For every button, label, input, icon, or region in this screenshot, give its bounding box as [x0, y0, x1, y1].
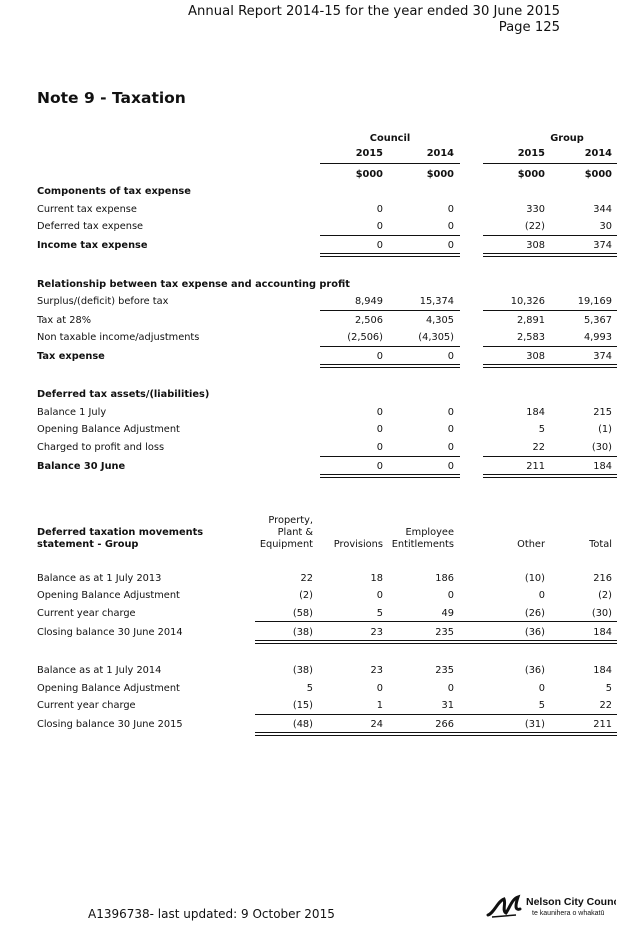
row-label: Deferred tax expense	[37, 221, 144, 232]
total-value: 308	[526, 351, 545, 362]
row-value: 0	[376, 424, 383, 435]
row-value: 184	[526, 407, 545, 418]
total-value: 266	[435, 719, 454, 730]
row-value: 4,305	[425, 315, 454, 326]
row-value: (4,305)	[418, 332, 454, 343]
row-value: 0	[376, 590, 383, 601]
row-label: Surplus/(deficit) before tax	[37, 296, 169, 307]
total-value: 211	[526, 461, 545, 472]
row-value: 0	[376, 407, 383, 418]
row-value: 344	[593, 204, 612, 215]
row-value: 8,949	[354, 296, 383, 307]
total-double-rule	[255, 732, 617, 736]
total-value: 308	[526, 240, 545, 251]
row-value: 215	[593, 407, 612, 418]
row-value: 330	[526, 204, 545, 215]
subtotal-rule	[483, 346, 617, 347]
subtotal-rule	[483, 235, 617, 236]
row-rule	[320, 310, 460, 311]
total-double-rule	[483, 364, 617, 368]
row-value: (30)	[591, 608, 612, 619]
row-value: 0	[447, 424, 454, 435]
row-value: 30	[599, 221, 612, 232]
row-label: Current year charge	[37, 608, 136, 619]
row-label: Balance 1 July	[37, 407, 107, 418]
total-value: (48)	[292, 719, 313, 730]
subtotal-rule	[320, 456, 460, 457]
row-label: Tax at 28%	[37, 315, 92, 326]
row-value: 0	[538, 683, 545, 694]
row-value: (15)	[292, 700, 313, 711]
total-value: 235	[435, 627, 454, 638]
year-header: 2015	[355, 148, 383, 159]
footer-last-updated: A1396738- last updated: 9 October 2015	[88, 907, 335, 921]
row-value: 0	[376, 221, 383, 232]
nelson-city-council-logo	[486, 893, 616, 919]
row-value: 235	[435, 665, 454, 676]
total-value: 0	[447, 240, 454, 251]
row-value: 15,374	[419, 296, 454, 307]
row-value: 0	[376, 683, 383, 694]
row-value: (36)	[524, 665, 545, 676]
header-rule	[483, 163, 617, 164]
council-group-header: Council	[369, 133, 411, 144]
row-value: 49	[441, 608, 454, 619]
row-value: 22	[300, 573, 313, 584]
total-value: (38)	[292, 627, 313, 638]
total-label: Income tax expense	[37, 240, 148, 251]
row-value: 5	[538, 424, 545, 435]
total-label: Tax expense	[37, 351, 105, 362]
section-heading: Deferred tax assets/(liabilities)	[37, 389, 210, 400]
row-label: Non taxable income/adjustments	[37, 332, 200, 343]
row-value: 2,506	[354, 315, 383, 326]
column-header-provisions: Provisions	[333, 539, 383, 550]
total-value: 0	[447, 351, 454, 362]
row-label: Charged to profit and loss	[37, 442, 165, 453]
total-label: Balance 30 June	[37, 461, 126, 472]
unit-header: $000	[517, 169, 545, 180]
total-value: (31)	[524, 719, 545, 730]
row-value: 0	[376, 442, 383, 453]
row-value: (38)	[292, 665, 313, 676]
row-value: 2,891	[516, 315, 545, 326]
column-header-ppe: Equipment	[259, 539, 313, 550]
subtotal-rule	[320, 235, 460, 236]
column-header-total: Total	[589, 539, 612, 550]
row-value: 31	[441, 700, 454, 711]
row-value: 0	[447, 221, 454, 232]
row-label: Balance as at 1 July 2014	[37, 665, 162, 676]
subtotal-rule	[320, 346, 460, 347]
row-value: 0	[376, 204, 383, 215]
total-value: 23	[370, 627, 383, 638]
row-value: (10)	[524, 573, 545, 584]
table2-title: statement - Group	[37, 539, 139, 550]
row-value: 1	[376, 700, 383, 711]
group-group-header: Group	[550, 133, 584, 144]
unit-header: $000	[355, 169, 383, 180]
row-label: Opening Balance Adjustment	[37, 424, 180, 435]
year-header: 2014	[426, 148, 454, 159]
row-value: 22	[599, 700, 612, 711]
row-value: 18	[370, 573, 383, 584]
row-value: 4,993	[583, 332, 612, 343]
column-header-employee: Entitlements	[391, 539, 454, 550]
row-value: 0	[538, 590, 545, 601]
section-heading: Relationship between tax expense and accounting profit	[37, 279, 350, 290]
report-header-title: Annual Report 2014-15 for the year ended 30 June 2015	[188, 4, 560, 19]
header-rule	[320, 163, 460, 164]
row-value: (30)	[591, 442, 612, 453]
table2-title: Deferred taxation movements	[37, 527, 204, 538]
total-value: 0	[376, 461, 383, 472]
row-label: Opening Balance Adjustment	[37, 683, 180, 694]
row-value: (26)	[524, 608, 545, 619]
column-header-employee: Employee	[405, 527, 454, 538]
unit-header: $000	[584, 169, 612, 180]
total-double-rule	[483, 253, 617, 257]
note-title: Note 9 - Taxation	[37, 89, 186, 107]
row-value: 23	[370, 665, 383, 676]
column-header-ppe: Property,	[268, 515, 313, 526]
page-number: Page 125	[498, 20, 560, 35]
row-label: Opening Balance Adjustment	[37, 590, 180, 601]
row-value: 0	[447, 442, 454, 453]
row-value: 19,169	[577, 296, 612, 307]
row-value: 5,367	[583, 315, 612, 326]
row-value: 0	[447, 590, 454, 601]
total-value: 184	[593, 461, 612, 472]
total-value: 374	[593, 351, 612, 362]
row-value: 184	[593, 665, 612, 676]
row-value: (2)	[598, 590, 612, 601]
row-value: 5	[605, 683, 612, 694]
subtotal-rule	[483, 456, 617, 457]
subtotal-rule	[255, 714, 617, 715]
row-value: 10,326	[510, 296, 545, 307]
row-value: (22)	[524, 221, 545, 232]
row-value: 5	[306, 683, 313, 694]
row-label: Current tax expense	[37, 204, 137, 215]
row-value: 5	[376, 608, 383, 619]
total-value: 0	[376, 240, 383, 251]
row-value: (58)	[292, 608, 313, 619]
total-double-rule	[320, 253, 460, 257]
row-value: 2,583	[516, 332, 545, 343]
year-header: 2014	[584, 148, 612, 159]
row-value: (2,506)	[347, 332, 383, 343]
section-heading: Components of tax expense	[37, 186, 191, 197]
row-value: (2)	[299, 590, 313, 601]
row-value: 216	[593, 573, 612, 584]
total-value: 0	[376, 351, 383, 362]
row-label: Current year charge	[37, 700, 136, 711]
total-value: 24	[370, 719, 383, 730]
year-header: 2015	[517, 148, 545, 159]
row-value: 22	[532, 442, 545, 453]
total-double-rule	[320, 364, 460, 368]
row-value: 186	[435, 573, 454, 584]
row-rule	[483, 310, 617, 311]
total-label: Closing balance 30 June 2014	[37, 627, 183, 638]
row-value: 5	[538, 700, 545, 711]
row-value: 0	[447, 204, 454, 215]
total-double-rule	[483, 474, 617, 478]
logo-tagline: te kaunihera o whakatū	[532, 910, 605, 917]
column-header-ppe: Plant &	[277, 527, 313, 538]
subtotal-rule	[255, 621, 617, 622]
unit-header: $000	[426, 169, 454, 180]
total-double-rule	[320, 474, 460, 478]
row-value: 0	[447, 683, 454, 694]
total-value: 374	[593, 240, 612, 251]
logo-name: Nelson City Council	[526, 896, 616, 908]
total-value: 0	[447, 461, 454, 472]
total-label: Closing balance 30 June 2015	[37, 719, 183, 730]
total-value: (36)	[524, 627, 545, 638]
row-value: 0	[447, 407, 454, 418]
total-value: 211	[593, 719, 612, 730]
row-value: (1)	[598, 424, 612, 435]
council-logo-icon	[486, 893, 616, 919]
total-value: 184	[593, 627, 612, 638]
row-label: Balance as at 1 July 2013	[37, 573, 162, 584]
total-double-rule	[255, 640, 617, 644]
column-header-other: Other	[517, 539, 545, 550]
